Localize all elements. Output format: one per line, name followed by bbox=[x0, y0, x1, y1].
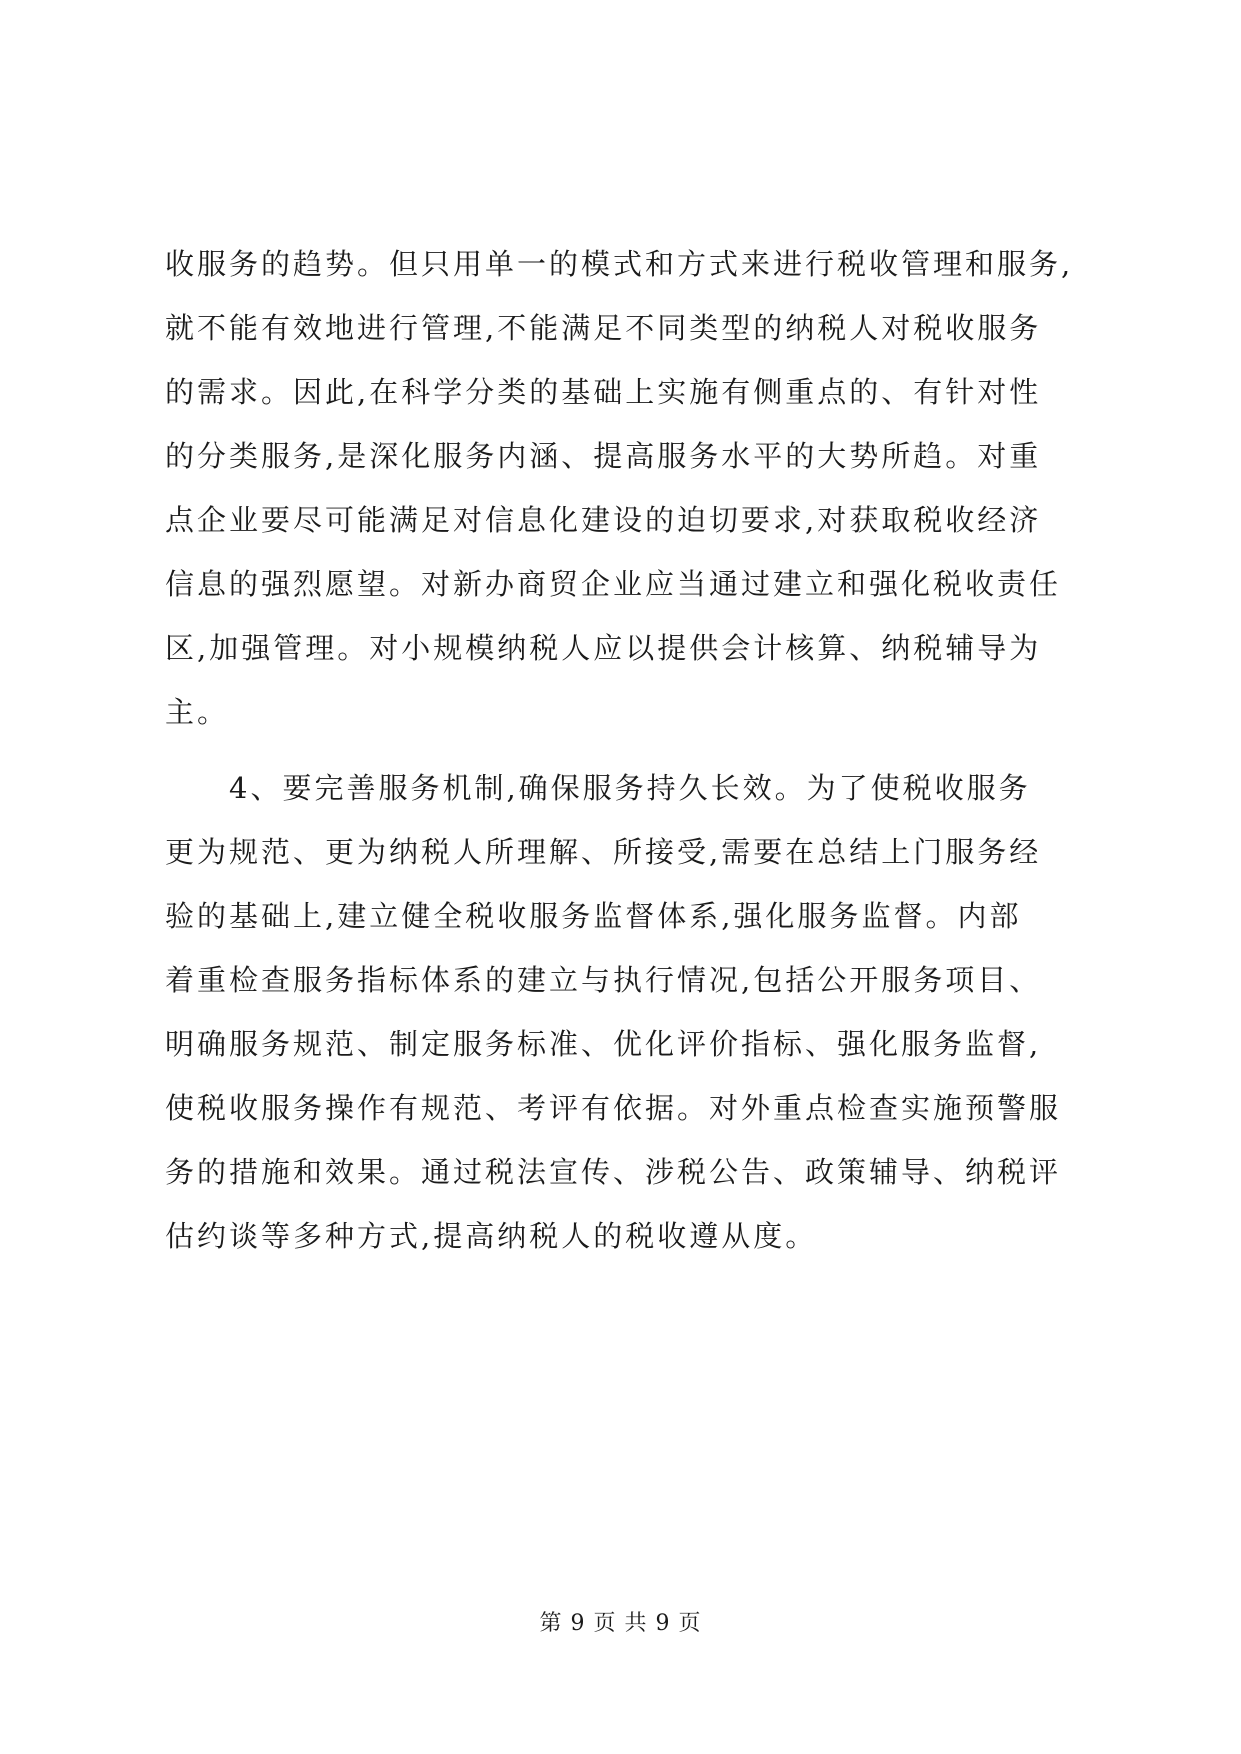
text-line: 使税收服务操作有规范、考评有依据。对外重点检查实施预警服 bbox=[165, 1091, 1062, 1125]
text-line: 信息的强烈愿望。对新办商贸企业应当通过建立和强化税收责任 bbox=[165, 567, 1062, 601]
text-line: 的分类服务,是深化服务内涵、提高服务水平的大势所趋。对重 bbox=[165, 439, 1042, 473]
text-line: 务的措施和效果。通过税法宣传、涉税公告、政策辅导、纳税评 bbox=[165, 1155, 1062, 1189]
text-line: 主。 bbox=[165, 695, 230, 729]
text-line: 估约谈等多种方式,提高纳税人的税收遵从度。 bbox=[165, 1219, 818, 1253]
text-line: 明确服务规范、制定服务标准、优化评价指标、强化服务监督, bbox=[165, 1027, 1042, 1061]
body-text bbox=[165, 232, 1100, 1268]
text-line: 收服务的趋势。但只用单一的模式和方式来进行税收管理和服务, bbox=[165, 247, 1074, 281]
text-line: 点企业要尽可能满足对信息化建设的迫切要求,对获取税收经济 bbox=[165, 503, 1042, 537]
text-line: 就不能有效地进行管理,不能满足不同类型的纳税人对税收服务 bbox=[165, 311, 1042, 345]
page-footer bbox=[0, 1606, 1241, 1637]
text-line: 更为规范、更为纳税人所理解、所接受,需要在总结上门服务经 bbox=[165, 835, 1042, 869]
text-line: 区,加强管理。对小规模纳税人应以提供会计核算、纳税辅导为 bbox=[165, 631, 1042, 665]
paragraph-gap bbox=[165, 744, 1100, 756]
text-line: 验的基础上,建立健全税收服务监督体系,强化服务监督。内部 bbox=[165, 899, 1022, 933]
page-number: 第 9 页 共 9 页 bbox=[539, 1611, 702, 1636]
paragraph-2 bbox=[165, 756, 1100, 1268]
text-line: 4、要完善服务机制,确保服务持久长效。为了使税收服务 bbox=[165, 771, 1031, 805]
text-line: 着重检查服务指标体系的建立与执行情况,包括公开服务项目、 bbox=[165, 963, 1042, 997]
text-line: 的需求。因此,在科学分类的基础上实施有侧重点的、有针对性 bbox=[165, 375, 1042, 409]
paragraph-1 bbox=[165, 232, 1100, 744]
